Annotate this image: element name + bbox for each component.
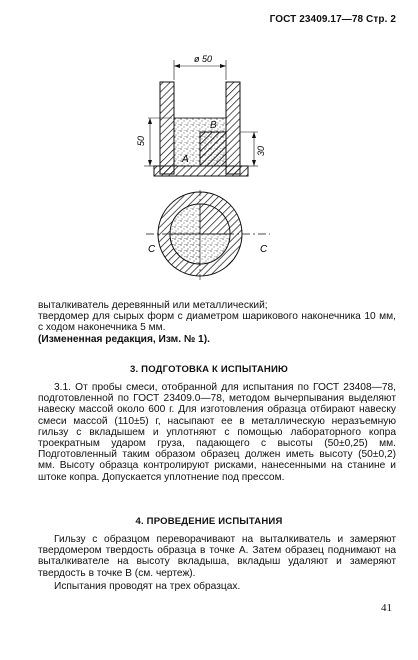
page-header: ГОСТ 23409.17—78 Стр. 2 (269, 14, 396, 25)
section-3-paragraph: 3.1. От пробы смеси, отобранной для испытания по ГОСТ 23408—78, подготовленной по ГОСТ 23409.0—78, методом вычерпывания выделяют навеску массой около 600 г. Для изготовления образца отбирают навеску смеси массой (110±5) г, насыпают ее в металлическую неразъемную гильзу с вкладышем и уплотняют с помощью лабораторного копра троекратным ударом груза, падающего с высоты (50±0,25) мм. Подготовленный таким образом образец должен иметь высоту (50±0,2) мм. Высоту образца контролируют рисками, нанесенными на станине и штоке копра. Допускается уплотнение под прессом. (38, 382, 396, 483)
point-a-label: A (182, 154, 189, 165)
sample-height-label: 30 (256, 145, 266, 156)
drawing-svg (120, 40, 310, 296)
section-4-paragraph-1: Гильзу с образцом переворачивают на выталкиватель и замеряют твердомером твердость образца в точке A. Затем образец поднимают на выталкивателе на высоту вкладыша, вкладыш удаляют и замеряют твердость в точке B (см. чертеж). (38, 534, 396, 579)
section-label-left: C (148, 244, 156, 255)
point-b-label: B (210, 120, 217, 131)
diameter-dimension (174, 54, 226, 80)
section-4-title: 4. ПРОВЕДЕНИЕ ИСПЫТАНИЯ (135, 516, 283, 527)
section-3-title: 3. ПОДГОТОВКА К ИСПЫТАНИЮ (130, 364, 288, 375)
section-4-paragraph-2: Испытания проводят на трех образцах. (54, 581, 241, 592)
base-plate (154, 166, 248, 176)
page-number: 41 (381, 602, 392, 614)
height-label: 50 (136, 135, 146, 146)
diameter-label: ø 50 (194, 54, 213, 64)
section-view (146, 190, 270, 282)
sample-height-dimension (240, 132, 266, 166)
intro-line-1: выталкиватель деревянный или металлический; (38, 300, 268, 311)
intro-block (38, 300, 396, 345)
section-label-right: C (260, 244, 268, 255)
technical-drawing (120, 40, 310, 296)
amendment-note: (Измененная редакция, Изм. № 1). (38, 333, 210, 345)
intro-line-2: твердомер для сырых форм с диаметром шарикового наконечника 10 мм, с ходом наконечника 5 мм. (38, 311, 396, 334)
